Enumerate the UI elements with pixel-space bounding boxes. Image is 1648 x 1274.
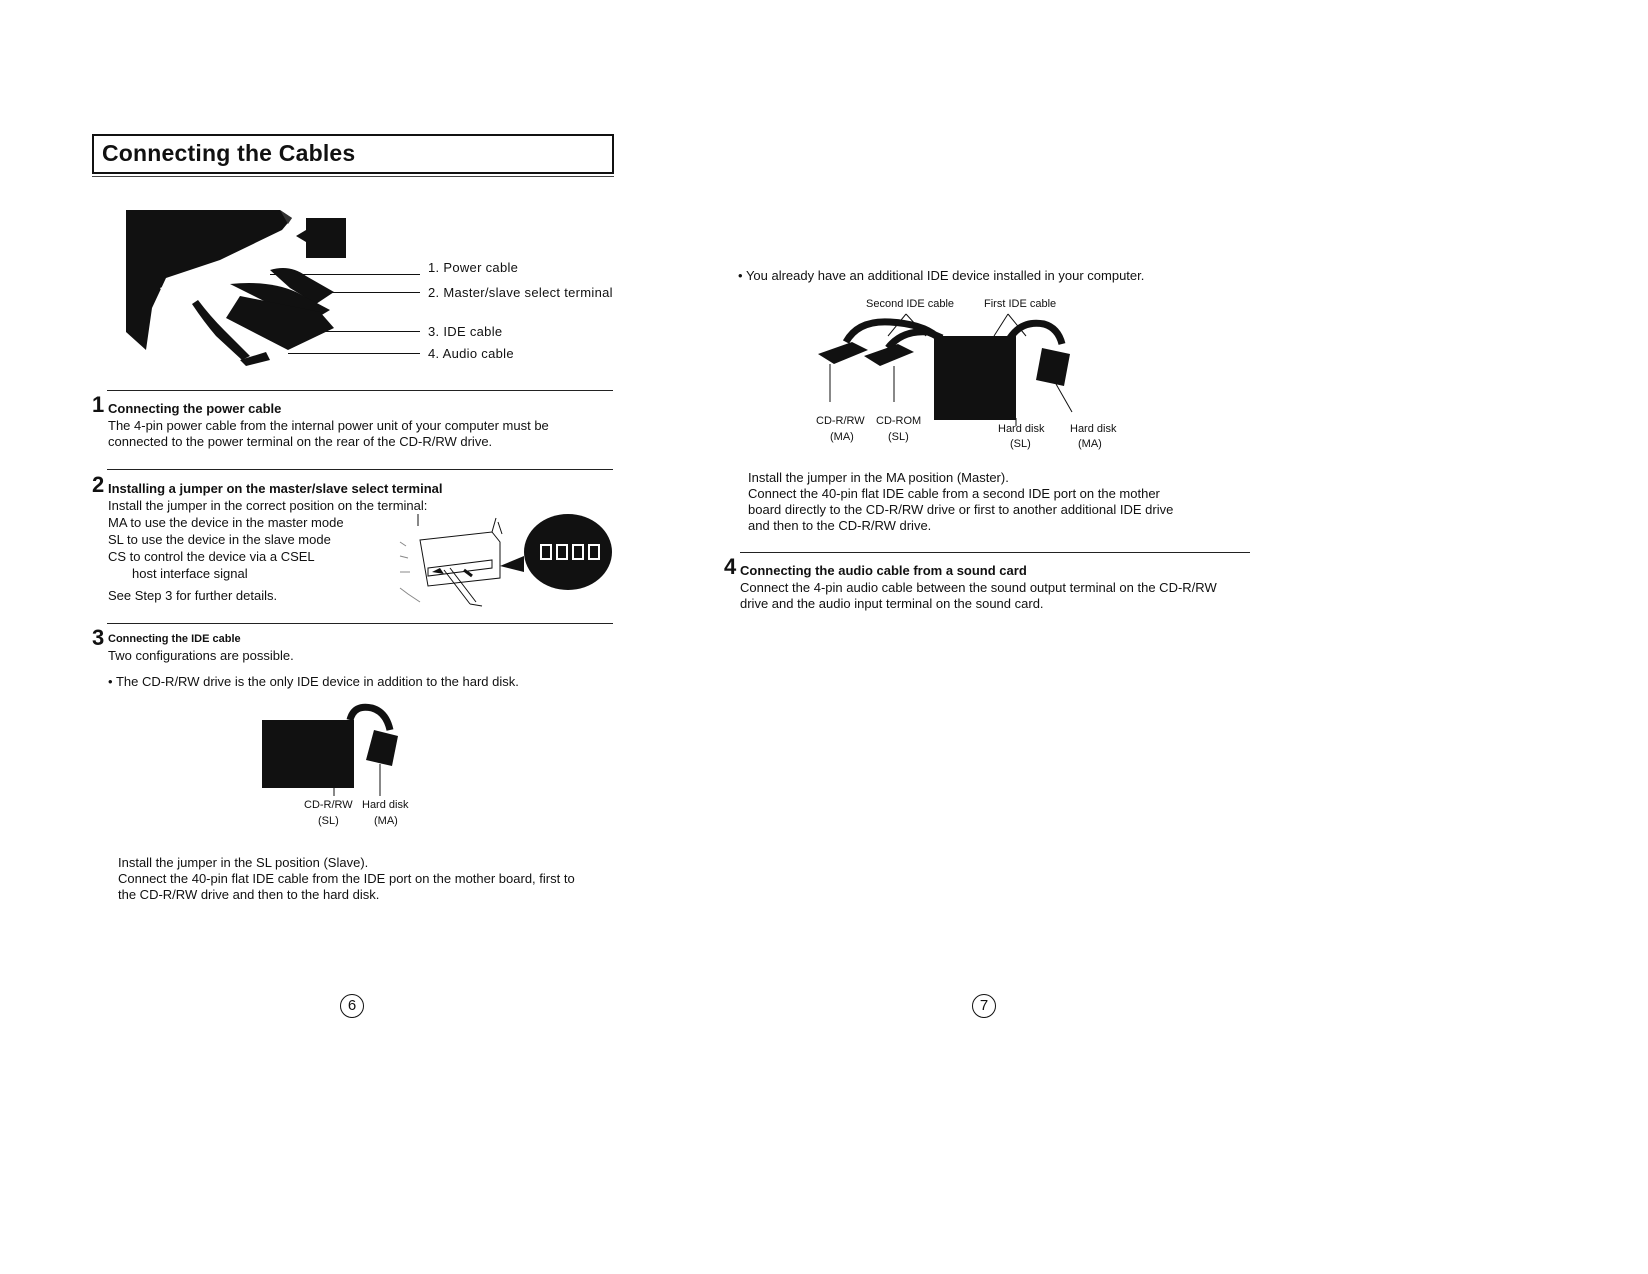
step3-number: 3 (92, 625, 105, 650)
title-box (92, 134, 614, 174)
config2-hdd-sl-label: Hard disk (998, 423, 1045, 435)
ide-config1-diagram (262, 702, 402, 802)
step1-text-line: connected to the power terminal on the rear of the CD-R/RW drive. (108, 434, 493, 449)
step1-heading: Connecting the power cable (108, 401, 282, 416)
leader-line-4 (288, 353, 420, 354)
step3-intro: Two configurations are possible. (108, 648, 294, 663)
drive-rear-illustration (120, 200, 380, 370)
step2-heading: Installing a jumper on the master/slave select terminal (108, 481, 443, 496)
config2-hdd-ma-mode: (MA) (1078, 438, 1102, 450)
step3-bullet1-text: The CD-R/RW drive is the only IDE device in addition to the hard disk. (115, 674, 519, 689)
bullet-dot: • (738, 268, 746, 283)
label-master-slave-terminal: 2. Master/slave select terminal (428, 285, 613, 300)
step4-text-line: drive and the audio input terminal on the sound card. (740, 596, 1044, 611)
step3-heading: Connecting the IDE cable (108, 633, 241, 645)
config2-text-line: Connect the 40-pin flat IDE cable from a second IDE port on the mother (748, 486, 1160, 501)
divider-step4 (740, 552, 1250, 553)
config1-cdrw-label: CD-R/RW (304, 799, 353, 811)
config1-text-line: Connect the 40-pin flat IDE cable from the IDE port on the mother board, first to (118, 871, 575, 886)
step3-bullet1 (108, 674, 519, 690)
step3-bullet2 (738, 268, 1144, 284)
config1-hdd-mode: (MA) (374, 815, 398, 827)
step2-mode-sl: SL to use the device in the slave mode (108, 532, 331, 547)
ide-config2-diagram (818, 314, 1088, 424)
divider-step3 (107, 623, 613, 624)
config1-text-line: Install the jumper in the SL position (Slave). (118, 855, 369, 870)
config2-cdrw-label: CD-R/RW (816, 415, 865, 427)
step2-mode-cs-cont: host interface signal (132, 566, 248, 581)
step1-number: 1 (92, 392, 105, 417)
config2-text-line: board directly to the CD-R/RW drive or first to another additional IDE drive (748, 502, 1174, 517)
page-number-right: 7 (972, 994, 996, 1018)
config1-hdd-label: Hard disk (362, 799, 409, 811)
page-title: Connecting the Cables (102, 140, 356, 166)
divider-step1 (107, 390, 613, 391)
config1-text-line: the CD-R/RW drive and then to the hard disk. (118, 887, 380, 902)
step3-bullet2-text: You already have an additional IDE device installed in your computer. (745, 268, 1145, 283)
jumper-terminal-illustration (400, 512, 615, 612)
step2-mode-cs: CS to control the device via a CSEL (108, 549, 315, 564)
config2-hdd-sl-mode: (SL) (1010, 438, 1031, 450)
label-ide-cable: 3. IDE cable (428, 324, 503, 339)
config2-first-cable-label: First IDE cable (984, 298, 1057, 310)
config2-text-line: Install the jumper in the MA position (Master). (748, 470, 1009, 485)
step2-mode-ma: MA to use the device in the master mode (108, 515, 344, 530)
divider-step2 (107, 469, 613, 470)
step2-see-step3: See Step 3 for further details. (108, 588, 278, 603)
page-number-left: 6 (340, 994, 364, 1018)
step2-number: 2 (92, 472, 105, 497)
config2-text-line: and then to the CD-R/RW drive. (748, 518, 932, 533)
config2-hdd-ma-label: Hard disk (1070, 423, 1117, 435)
bullet-dot: • (108, 674, 116, 689)
step4-number: 4 (724, 554, 737, 579)
leader-line-1 (270, 274, 420, 275)
label-power-cable: 1. Power cable (428, 260, 519, 275)
label-audio-cable: 4. Audio cable (428, 346, 514, 361)
config2-cdrom-mode: (SL) (888, 431, 909, 443)
config2-cdrw-mode: (MA) (830, 431, 854, 443)
leader-line-3 (320, 331, 420, 332)
title-underline (92, 176, 614, 177)
leader-line-2 (308, 292, 420, 293)
config2-cdrom-label: CD-ROM (876, 415, 922, 427)
config1-cdrw-mode: (SL) (318, 815, 339, 827)
step4-text-line: Connect the 4-pin audio cable between the sound output terminal on the CD-R/RW (740, 580, 1217, 595)
step4-heading: Connecting the audio cable from a sound card (740, 563, 1027, 578)
step1-text-line: The 4-pin power cable from the internal power unit of your computer must be (108, 418, 549, 433)
step2-intro: Install the jumper in the correct position on the terminal: (108, 498, 428, 513)
config2-second-cable-label: Second IDE cable (866, 298, 955, 310)
